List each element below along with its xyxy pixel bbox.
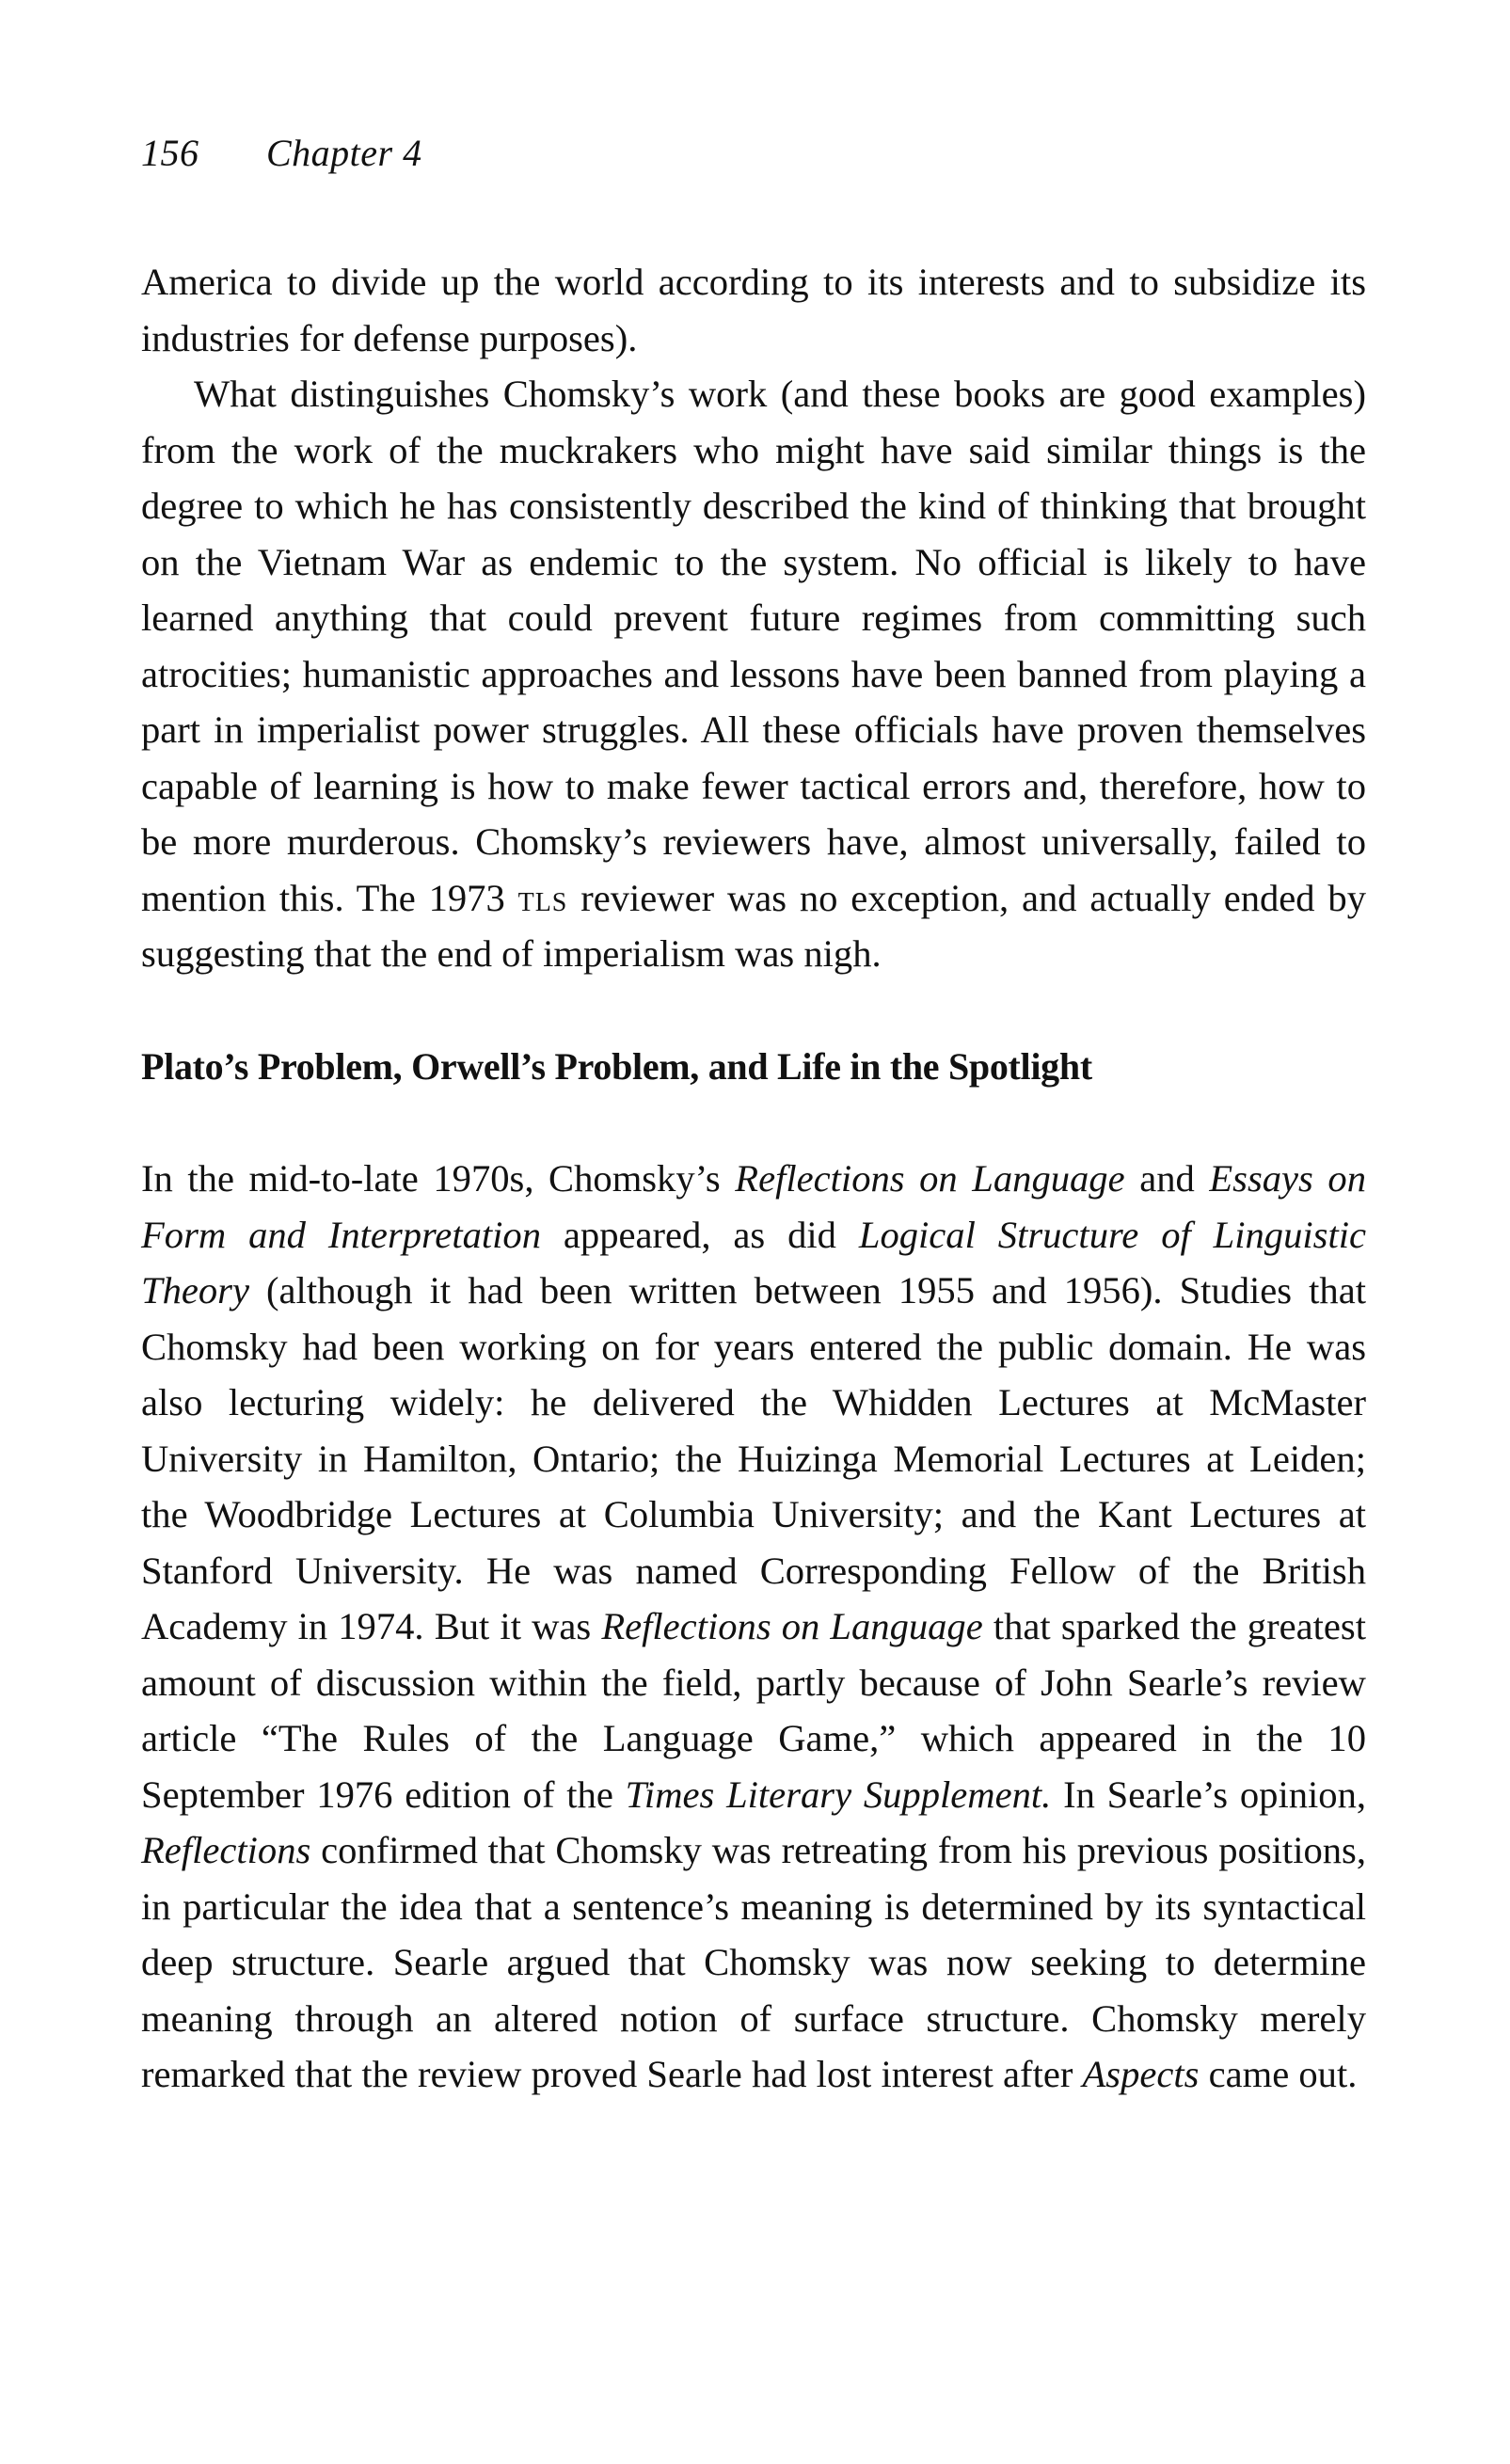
book-title: Aspects (1082, 2053, 1200, 2095)
paragraph-text: In the mid-to-late 1970s, Chomsky’s (141, 1157, 736, 1200)
paragraph-text: that sparked the greatest amount of discussion within the field, partly because of John Searle’s review article “The Rules of the Language Game,” which appeared in the 10 September 1976 edition of the (141, 1605, 1366, 1816)
paragraph-text: and (1124, 1157, 1210, 1200)
paragraph-text: reviewer was no exception, and actually ended by suggesting that the end of imperialism was nigh. (141, 876, 1366, 975)
page-number: 156 (141, 132, 199, 174)
running-head (141, 132, 422, 174)
paragraph-text: appeared, as did (541, 1213, 859, 1256)
paragraph-text: (although it had been written between 1955 and 1956). Studies that Chomsky had been working on for years entered the public domain. He was also lecturing widely: he delivered the Whidden Lectures at McMaster University in Hamilton, Ontario; the Huizinga Memorial Lectures at Leiden; the Woodbridge Lectures at Columbia University; and the Kant Lectures at Stanford University. He was named Corresponding Fellow of the British Academy in 1974. But it was (141, 1269, 1366, 1647)
tls-abbreviation: tls (517, 876, 568, 919)
book-title: Reflections on Language (735, 1157, 1125, 1200)
book-title: Logical Structure of Linguistic Theory (141, 1213, 1366, 1311)
paragraph-text: confirmed that Chomsky was retreating from his previous positions, in particular the idea that a sentence’s meaning is determined by its syntactical deep structure. Searle argued that Chomsky was now seeking to determine meaning through an altered notion of surface structure. Chomsky merely remarked that the review proved Searle had lost interest after (141, 1829, 1366, 2095)
book-page (141, 0, 1366, 2464)
paragraph-text: In Searle’s opinion, (1051, 1772, 1367, 1816)
paragraph-continuation: America to divide up the world according to its interests and to subsidize its industries for defense purposes). (141, 261, 1366, 359)
publication-title: Times Literary Supplement. (625, 1772, 1052, 1816)
paragraph-text: came out. (1199, 2053, 1358, 2095)
book-title: Reflections (141, 1829, 311, 1871)
body-text (141, 254, 1366, 2103)
paragraph-text: What distinguishes Chomsky’s work (and these books are good examples) from the work of the muckrakers who might have said similar things is the degree to which he has consistently described the kind of thinking that brought on the Vietnam War as endemic to the system. No official is likely to have learned anything that could prevent future regimes from committing such atrocities; humanistic approaches and lessons have been banned from playing a part in imperialist power struggles. All these officials have proven themselves capable of learning is how to make fewer tactical errors and, therefore, how to be more murderous. Chomsky’s reviewers have, almost universally, failed to mention this. The 1973 (141, 373, 1366, 919)
book-title: Essays on Form and Interpretation (141, 1157, 1366, 1256)
paragraph-1970s (141, 1151, 1366, 2103)
section-heading: Plato’s Problem, Orwell’s Problem, and Life in the Spotlight (141, 1044, 1092, 1088)
chapter-title: Chapter 4 (266, 132, 422, 174)
paragraph-chomsky-work (141, 366, 1366, 982)
book-title: Reflections on Language (601, 1605, 983, 1647)
